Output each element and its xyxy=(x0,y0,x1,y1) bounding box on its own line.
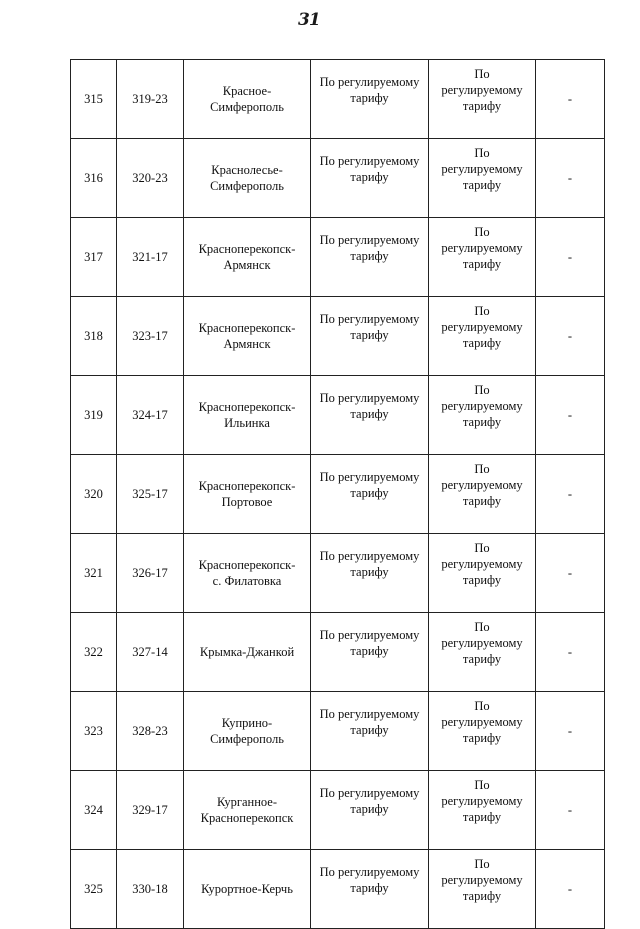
page-number: 31 xyxy=(298,10,320,30)
tariff-detail-cell-text: По регулируемому тарифу xyxy=(441,699,523,745)
tariff-detail-cell-text: По регулируемому тарифу xyxy=(441,462,523,508)
mark-cell xyxy=(536,613,605,692)
tariff-detail-cell xyxy=(429,692,536,771)
routes-table-body xyxy=(71,60,605,929)
table-row xyxy=(71,60,605,139)
mark-cell-text: - xyxy=(567,487,573,501)
mark-cell-text: - xyxy=(567,329,573,343)
tariff-detail-cell-text: По регулируемому тарифу xyxy=(441,304,523,350)
route-number-cell xyxy=(71,850,117,929)
tariff-cell xyxy=(311,455,429,534)
route-name-cell-text: Краснолесье- Симферополь xyxy=(210,163,284,193)
route-name-cell xyxy=(184,534,311,613)
mark-cell xyxy=(536,771,605,850)
route-number-cell-text: 316 xyxy=(84,171,103,185)
route-code-cell xyxy=(117,139,184,218)
tariff-detail-cell-text: По регулируемому тарифу xyxy=(441,620,523,666)
route-number-cell-text: 325 xyxy=(84,882,103,896)
table-row xyxy=(71,297,605,376)
tariff-cell-text: По регулируемому тарифу xyxy=(319,549,420,579)
tariff-detail-cell xyxy=(429,60,536,139)
mark-cell-text: - xyxy=(567,171,573,185)
route-number-cell xyxy=(71,692,117,771)
mark-cell-text: - xyxy=(567,408,573,422)
tariff-detail-cell xyxy=(429,139,536,218)
tariff-detail-cell xyxy=(429,771,536,850)
route-code-cell xyxy=(117,534,184,613)
route-name-cell xyxy=(184,613,311,692)
route-name-cell-text: Курганное- Красноперекопск xyxy=(200,795,294,825)
route-code-cell-text: 326-17 xyxy=(132,566,168,580)
route-name-cell xyxy=(184,218,311,297)
tariff-detail-cell-text: По регулируемому тарифу xyxy=(441,383,523,429)
tariff-detail-cell-text: По регулируемому тарифу xyxy=(441,778,523,824)
route-name-cell-text: Куприно- Симферополь xyxy=(210,716,284,746)
tariff-detail-cell xyxy=(429,376,536,455)
tariff-cell xyxy=(311,850,429,929)
route-code-cell xyxy=(117,771,184,850)
tariff-cell-text: По регулируемому тарифу xyxy=(319,312,420,342)
table-row xyxy=(71,850,605,929)
tariff-detail-cell xyxy=(429,613,536,692)
mark-cell-text: - xyxy=(567,250,573,264)
mark-cell xyxy=(536,297,605,376)
route-code-cell-text: 328-23 xyxy=(132,724,168,738)
tariff-cell xyxy=(311,771,429,850)
mark-cell xyxy=(536,139,605,218)
route-code-cell-text: 329-17 xyxy=(132,803,168,817)
tariff-cell-text: По регулируемому тарифу xyxy=(319,707,420,737)
route-number-cell xyxy=(71,455,117,534)
table-row xyxy=(71,771,605,850)
route-name-cell xyxy=(184,850,311,929)
route-code-cell-text: 319-23 xyxy=(132,92,168,106)
route-name-cell xyxy=(184,455,311,534)
tariff-detail-cell xyxy=(429,218,536,297)
route-code-cell-text: 325-17 xyxy=(132,487,168,501)
tariff-detail-cell-text: По регулируемому тарифу xyxy=(441,225,523,271)
mark-cell-text: - xyxy=(567,92,573,106)
tariff-detail-cell-text: По регулируемому тарифу xyxy=(441,67,523,113)
tariff-cell-text: По регулируемому тарифу xyxy=(319,470,420,500)
route-code-cell xyxy=(117,455,184,534)
route-number-cell-text: 317 xyxy=(84,250,103,264)
route-code-cell-text: 321-17 xyxy=(132,250,168,264)
route-number-cell xyxy=(71,376,117,455)
table-row xyxy=(71,534,605,613)
table-row xyxy=(71,692,605,771)
tariff-detail-cell xyxy=(429,297,536,376)
route-code-cell xyxy=(117,60,184,139)
tariff-cell xyxy=(311,376,429,455)
route-number-cell xyxy=(71,218,117,297)
route-code-cell xyxy=(117,376,184,455)
route-code-cell xyxy=(117,613,184,692)
mark-cell-text: - xyxy=(567,803,573,817)
mark-cell-text: - xyxy=(567,724,573,738)
route-name-cell xyxy=(184,60,311,139)
tariff-cell xyxy=(311,692,429,771)
tariff-cell-text: По регулируемому тарифу xyxy=(319,865,420,895)
route-number-cell xyxy=(71,139,117,218)
mark-cell xyxy=(536,850,605,929)
route-number-cell-text: 318 xyxy=(84,329,103,343)
route-number-cell-text: 322 xyxy=(84,645,103,659)
mark-cell xyxy=(536,455,605,534)
mark-cell xyxy=(536,60,605,139)
mark-cell xyxy=(536,376,605,455)
route-name-cell xyxy=(184,297,311,376)
route-number-cell xyxy=(71,534,117,613)
mark-cell-text: - xyxy=(567,645,573,659)
mark-cell-text: - xyxy=(567,882,573,896)
route-name-cell xyxy=(184,692,311,771)
tariff-cell-text: По регулируемому тарифу xyxy=(319,391,420,421)
route-name-cell xyxy=(184,771,311,850)
mark-cell xyxy=(536,534,605,613)
route-code-cell-text: 320-23 xyxy=(132,171,168,185)
route-code-cell-text: 324-17 xyxy=(132,408,168,422)
route-name-cell-text: Красноперекопск- с. Филатовка xyxy=(198,558,296,588)
route-number-cell xyxy=(71,771,117,850)
tariff-cell-text: По регулируемому тарифу xyxy=(319,786,420,816)
tariff-cell xyxy=(311,297,429,376)
route-name-cell-text: Красноперекопск- Ильинка xyxy=(198,400,296,430)
tariff-cell-text: По регулируемому тарифу xyxy=(319,75,420,105)
table-row xyxy=(71,218,605,297)
route-number-cell-text: 319 xyxy=(84,408,103,422)
tariff-cell xyxy=(311,218,429,297)
route-name-cell xyxy=(184,139,311,218)
tariff-cell xyxy=(311,60,429,139)
tariff-detail-cell xyxy=(429,850,536,929)
tariff-cell xyxy=(311,613,429,692)
route-number-cell xyxy=(71,60,117,139)
route-name-cell-text: Красноперекопск- Армянск xyxy=(198,242,296,272)
route-number-cell-text: 324 xyxy=(84,803,103,817)
tariff-cell xyxy=(311,534,429,613)
route-code-cell xyxy=(117,218,184,297)
tariff-cell-text: По регулируемому тарифу xyxy=(319,154,420,184)
route-code-cell-text: 330-18 xyxy=(132,882,168,896)
mark-cell-text: - xyxy=(567,566,573,580)
route-code-cell-text: 327-14 xyxy=(132,645,168,659)
tariff-cell-text: По регулируемому тарифу xyxy=(319,628,420,658)
route-name-cell-text: Красноперекопск- Армянск xyxy=(198,321,296,351)
route-name-cell-text: Красноперекопск- Портовое xyxy=(198,479,296,509)
routes-table xyxy=(70,59,605,929)
tariff-detail-cell-text: По регулируемому тарифу xyxy=(441,857,523,903)
tariff-detail-cell xyxy=(429,455,536,534)
route-number-cell-text: 315 xyxy=(84,92,103,106)
route-code-cell-text: 323-17 xyxy=(132,329,168,343)
route-number-cell-text: 321 xyxy=(84,566,103,580)
table-row xyxy=(71,376,605,455)
route-code-cell xyxy=(117,850,184,929)
table-row xyxy=(71,613,605,692)
route-number-cell-text: 320 xyxy=(84,487,103,501)
tariff-cell-text: По регулируемому тарифу xyxy=(319,233,420,263)
tariff-detail-cell-text: По регулируемому тарифу xyxy=(441,541,523,587)
route-name-cell xyxy=(184,376,311,455)
table-row xyxy=(71,455,605,534)
tariff-detail-cell xyxy=(429,534,536,613)
route-number-cell-text: 323 xyxy=(84,724,103,738)
route-name-cell-text: Крымка-Джанкой xyxy=(199,645,295,659)
tariff-cell xyxy=(311,139,429,218)
route-name-cell-text: Красное- Симферополь xyxy=(210,84,284,114)
route-name-cell-text: Курортное-Керчь xyxy=(201,882,293,896)
mark-cell xyxy=(536,692,605,771)
route-code-cell xyxy=(117,297,184,376)
route-number-cell xyxy=(71,613,117,692)
table-row xyxy=(71,139,605,218)
route-code-cell xyxy=(117,692,184,771)
route-number-cell xyxy=(71,297,117,376)
tariff-detail-cell-text: По регулируемому тарифу xyxy=(441,146,523,192)
mark-cell xyxy=(536,218,605,297)
